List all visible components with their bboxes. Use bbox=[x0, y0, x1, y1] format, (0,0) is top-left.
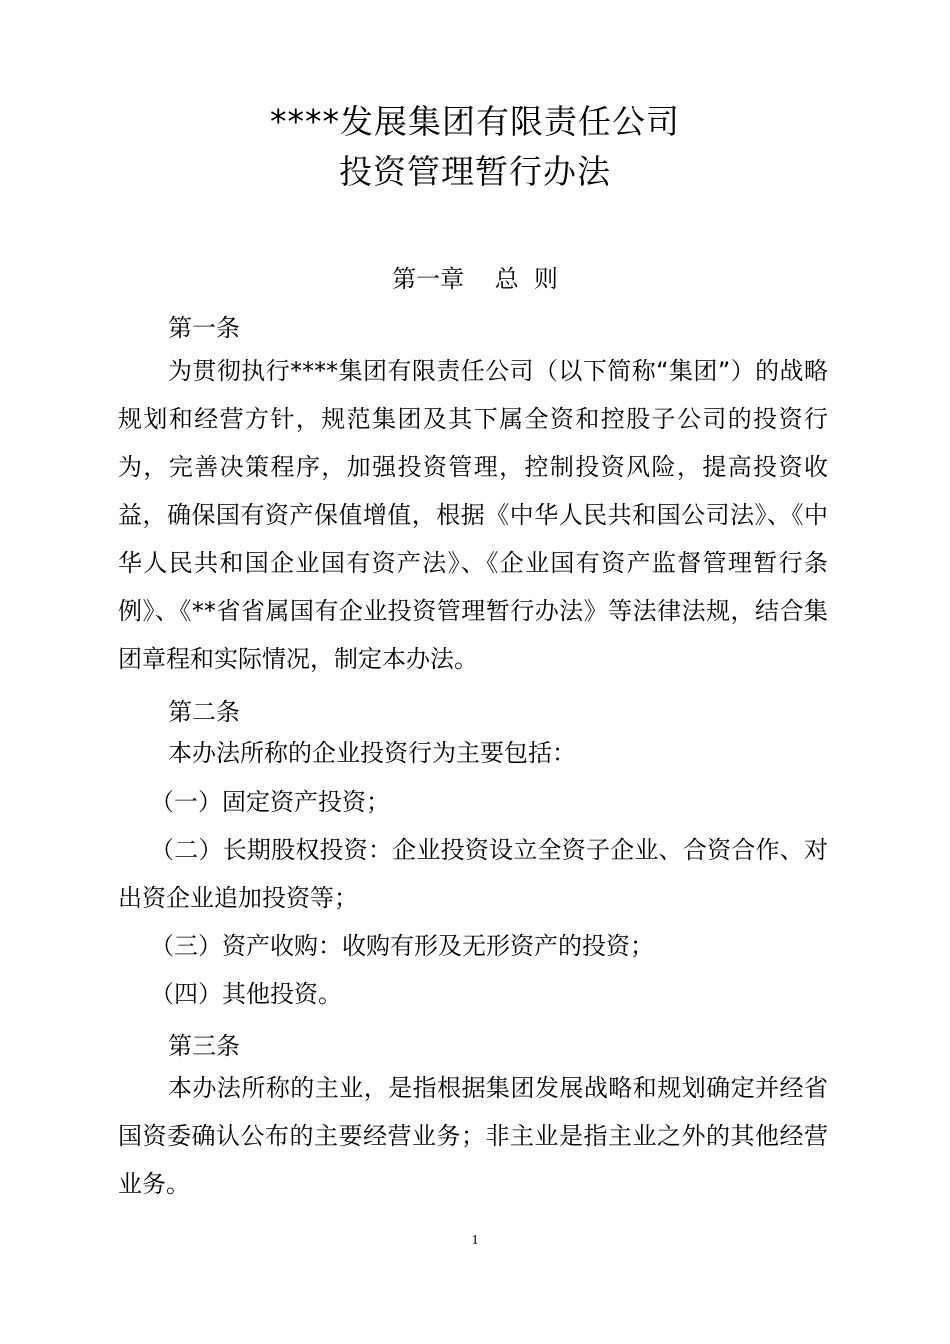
document-title-line2: 投资管理暂行办法 bbox=[339, 152, 611, 191]
article-2-item-2: （二）长期股权投资：企业投资设立全资子企业、合资合作、对出资企业追加投资等； bbox=[118, 836, 828, 912]
article-2-item-1: （一）固定资产投资； bbox=[150, 788, 390, 816]
document-title-line1: ****发展集团有限责任公司 bbox=[270, 102, 680, 141]
chapter-heading: 第一章 总 则 bbox=[392, 265, 558, 293]
article-1-label: 第一条 bbox=[168, 314, 240, 342]
article-2-label: 第二条 bbox=[168, 698, 240, 726]
article-2-item-4: （四）其他投资。 bbox=[150, 980, 342, 1008]
article-3-text: 本办法所称的主业，是指根据集团发展战略和规划确定并经省国资委确认公布的主要经营业务；非主业是指主业之外的其他经营业务。 bbox=[118, 1074, 828, 1198]
article-2-intro: 本办法所称的企业投资行为主要包括： bbox=[168, 739, 576, 767]
article-3-label: 第三条 bbox=[168, 1032, 240, 1060]
article-1-text: 为贯彻执行****集团有限责任公司（以下简称“集团”）的战略规划和经营方针，规范集团及其下属全资和控股子公司的投资行为，完善决策程序，加强投资管理，控制投资风险，提高投资收益，确保国有资产保值增值，根据《中华人民共和国公司法》、《中华人民共和国企业国有资产法》、《企业国有资产监督管理暂行条例》、《**省省属国有企业投资管理暂行办法》等法律法规，结合集团章程和实际情况，制定本办法。 bbox=[118, 357, 828, 673]
article-2-item-3: （三）资产收购：收购有形及无形资产的投资； bbox=[150, 932, 654, 960]
page-number: 1 bbox=[471, 1233, 479, 1248]
